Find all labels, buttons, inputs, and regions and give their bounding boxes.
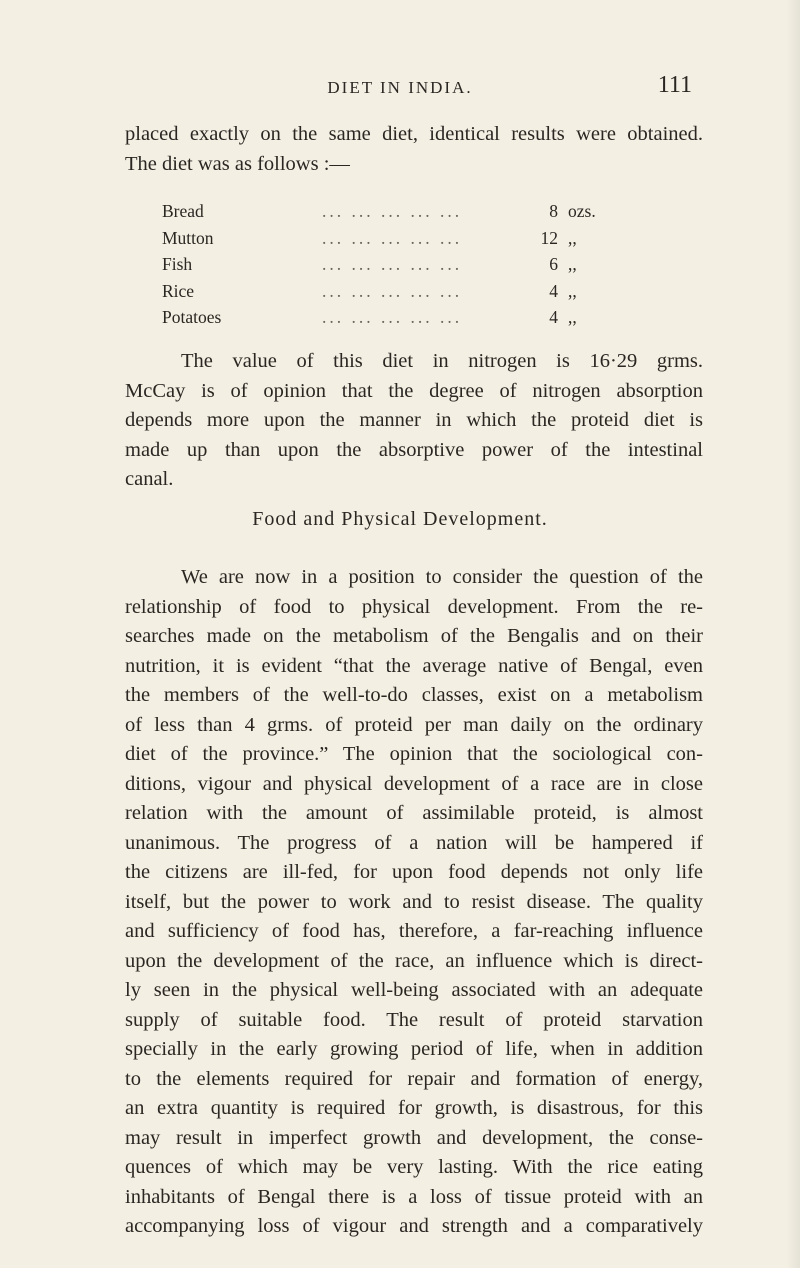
text-line: The diet was as follows :— <box>125 152 350 175</box>
diet-row <box>162 198 624 225</box>
food-quantity: 4 <box>549 307 558 328</box>
text-line: nutrition, it is evident “that the average native of Bengal, even <box>125 654 703 677</box>
text-line: of less than 4 grms. of proteid per man daily on the ordinary <box>125 713 703 736</box>
page-number: 111 <box>657 72 692 98</box>
page-edge <box>786 0 800 1268</box>
text-line: to the elements required for repair and formation of energy, <box>125 1067 703 1090</box>
food-name: Mutton <box>162 227 214 248</box>
text-line: ditions, vigour and physical development of a race are in close <box>125 772 703 795</box>
section-heading: Food and Physical Development. <box>252 508 548 530</box>
page-header <box>0 72 800 112</box>
leader-dots: ... ... ... ... ... <box>322 280 463 301</box>
food-quantity: 4 <box>549 280 558 301</box>
text-line: made up than upon the absorptive power of the intestinal <box>125 438 703 461</box>
text-line: searches made on the metabolism of the Bengalis and on their <box>125 625 703 647</box>
food-name: Fish <box>162 254 193 275</box>
food-name: Potatoes <box>162 307 222 328</box>
text-line: unanimous. The progress of a nation will be hampered if <box>125 831 703 854</box>
text-line: an extra quantity is required for growth, is disastrous, for this <box>125 1097 703 1119</box>
food-unit: ,, <box>568 254 577 275</box>
leader-dots: ... ... ... ... ... <box>322 254 463 275</box>
text-line: accompanying loss of vigour and strength and a comparatively <box>125 1215 703 1237</box>
food-unit: ,, <box>568 227 577 248</box>
diet-row <box>162 251 624 278</box>
food-quantity: 6 <box>549 254 558 275</box>
text-line: upon the development of the race, an influence which is direct- <box>125 949 703 972</box>
text-line: McCay is of opinion that the degree of nitrogen absorption <box>125 379 703 402</box>
nitrogen-paragraph <box>125 347 703 495</box>
food-name: Bread <box>162 201 204 221</box>
text-line: placed exactly on the same diet, identical results were obtained. <box>125 123 703 145</box>
opening-paragraph <box>125 120 703 179</box>
food-quantity: 12 <box>540 227 558 248</box>
food-unit: ,, <box>568 307 577 328</box>
development-paragraph <box>125 563 703 1242</box>
text-line: may result in imperfect growth and development, the conse- <box>125 1126 703 1149</box>
diet-row <box>162 304 624 331</box>
text-line: The value of this diet in nitrogen is 16·29 grms. <box>181 350 703 372</box>
food-unit: ozs. <box>568 201 596 221</box>
text-line: quences of which may be very lasting. With the rice eating <box>125 1156 703 1178</box>
text-line: itself, but the power to work and to resist disease. The quality <box>125 890 703 913</box>
text-line: ly seen in the physical well-being associated with an adequate <box>125 979 703 1001</box>
running-head: DIET IN INDIA. <box>327 78 473 97</box>
leader-dots: ... ... ... ... ... <box>322 227 463 248</box>
text-line: inhabitants of Bengal there is a loss of tissue proteid with an <box>125 1185 703 1208</box>
text-line: relationship of food to physical development. From the re- <box>125 595 703 618</box>
food-unit: ,, <box>568 280 577 301</box>
diet-table <box>162 198 624 331</box>
diet-row <box>162 225 624 252</box>
text-line: depends more upon the manner in which the proteid diet is <box>125 409 703 431</box>
text-line: diet of the province.” The opinion that the sociological con- <box>125 743 703 765</box>
food-name: Rice <box>162 280 195 301</box>
text-line: the citizens are ill-fed, for upon food depends not only life <box>125 861 703 883</box>
text-line: supply of suitable food. The result of proteid starvation <box>125 1008 703 1031</box>
food-quantity: 8 <box>549 201 558 221</box>
leader-dots: ... ... ... ... ... <box>322 201 463 221</box>
text-line: We are now in a position to consider the question of the <box>181 566 703 588</box>
diet-row <box>162 278 624 305</box>
text-line: specially in the early growing period of life, when in addition <box>125 1038 703 1060</box>
text-line: canal. <box>125 468 174 490</box>
text-line: and sufficiency of food has, therefore, a far-reaching influence <box>125 920 703 942</box>
text-line: relation with the amount of assimilable proteid, is almost <box>125 802 703 824</box>
text-line: the members of the well-to-do classes, exist on a metabolism <box>125 684 703 706</box>
leader-dots: ... ... ... ... ... <box>322 307 463 328</box>
